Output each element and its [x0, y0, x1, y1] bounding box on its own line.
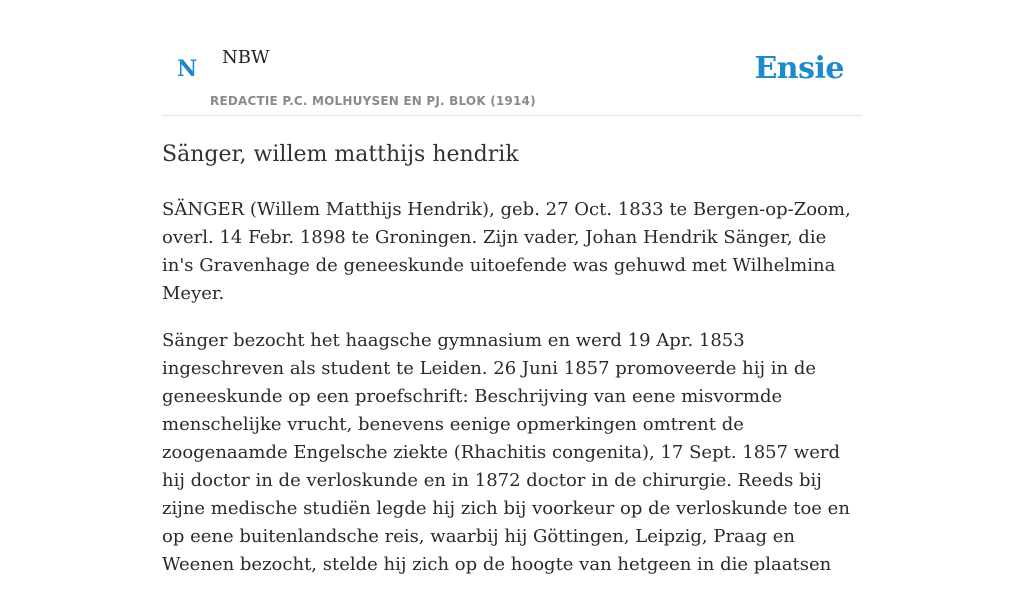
article-paragraph: Sänger bezocht het haagsche gymnasium en werd 19 Apr. 1853 ingeschreven als student te Leiden. 26 Juni 1857 promoveerde hij in de geneeskunde op een proefschrift: Beschrijving van eene misvormde menschelijke vrucht, benevens eenige opmerkingen omtrent de zoogenaamde Engelsche ziekte (Rhachitis congenita), 17 Sept. 1857 werd hij doctor in de verloskunde en in 1872 doctor in de chirurgie. Reeds bij zijne medische studiën legde hij zich bij voorkeur op de verloskunde toe en op eene buitenlandsche reis, waarbij hij Göttingen, Leipzig, Praag en Weenen bezocht, stelde hij zich op de hoogte van hetgeen in die plaatsen [162, 330, 850, 575]
brand-logo[interactable]: Ensie [754, 51, 844, 86]
source-subtitle: REDACTIE P.C. MOLHUYSEN EN PJ. BLOK (1914) [210, 94, 536, 108]
source-header [162, 0, 862, 116]
article-paragraph: SÄNGER (Willem Matthijs Hendrik), geb. 27 Oct. 1833 te Bergen-op-Zoom, overl. 14 Febr. 1898 te Groningen. Zijn vader, Johan Hendrik Sänger, die in's Gravenhage de geneeskunde uitoefende was gehuwd met Wilhelmina Meyer. [162, 199, 851, 304]
page-title: Sänger, willem matthijs hendrik [162, 142, 519, 167]
source-name[interactable]: NBW [222, 47, 270, 68]
source-logo[interactable]: N [177, 56, 198, 82]
article [162, 140, 862, 598]
